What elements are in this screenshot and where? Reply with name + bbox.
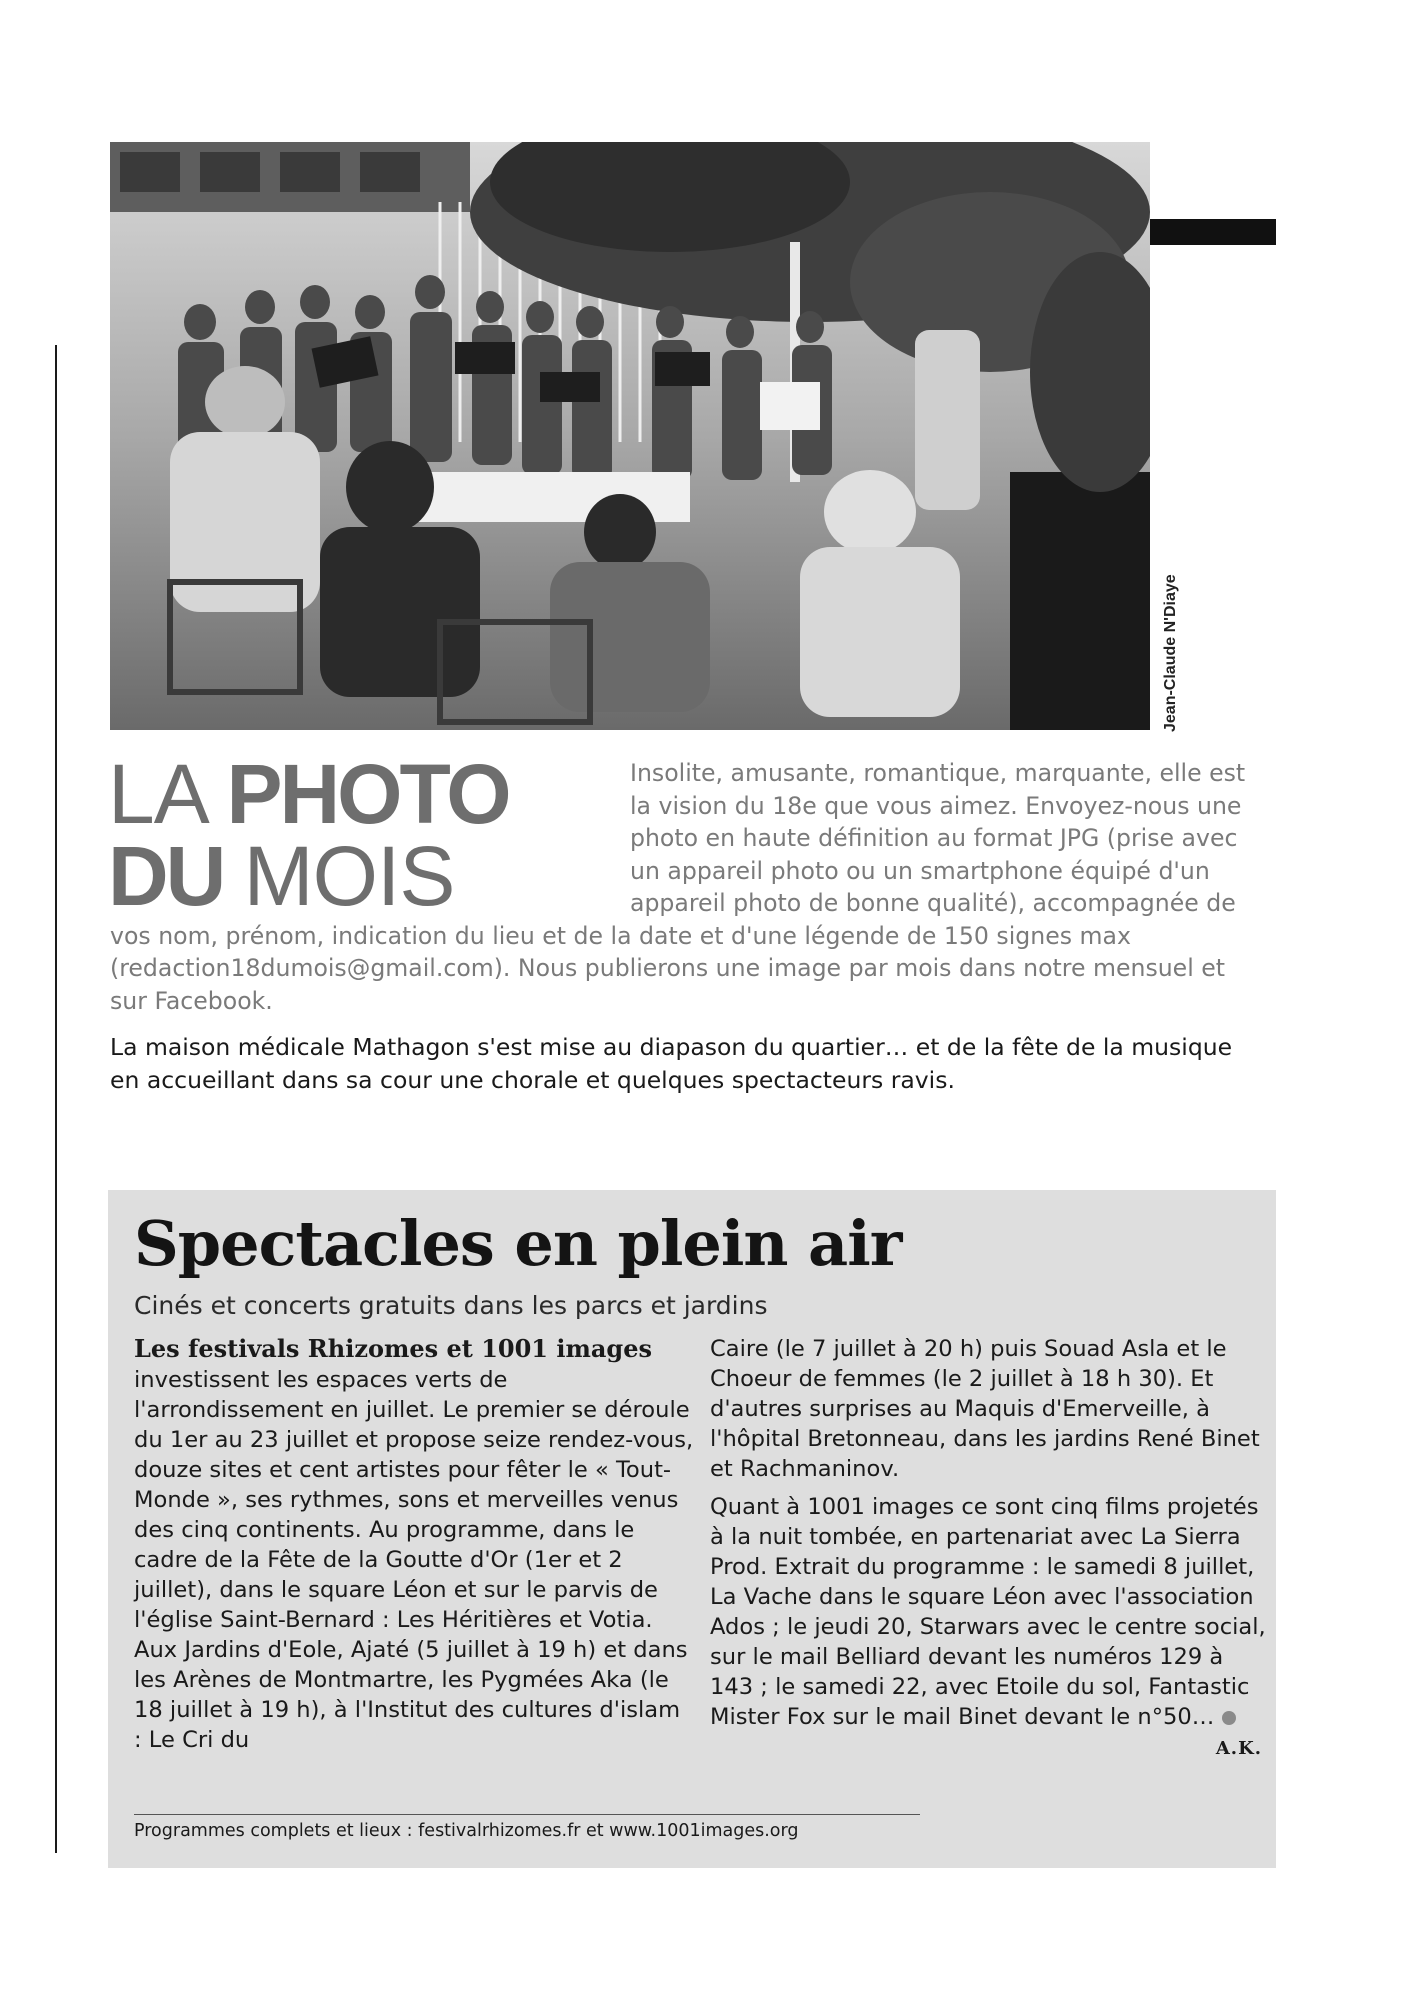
article-title: Spectacles en plein air — [134, 1207, 902, 1280]
article-body-3: Quant à 1001 images ce sont cinq films projetés à la nuit tombée, en partenariat avec La Sierra Prod. Extrait du programme : le samedi 8 juillet, La Vache dans le square Léon avec l'association Ados ; le jeudi 20, Starwars avec le centre social, sur le mail Belliard devant les numéros 129 à 143 ; le samedi 22, avec Etoile du sol, Fantastic Mister Fox sur le mail Binet devant le n°50… — [710, 1494, 1266, 1730]
photo-credit: Jean-Claude N'Diaye — [1162, 574, 1179, 732]
title-word-mois: MOIS — [243, 829, 455, 923]
article-paragraph — [134, 1334, 694, 1755]
article-column-2 — [710, 1334, 1270, 1764]
intro-text: Insolite, amusante, romantique, marquante, elle est la vision du 18e que vous aimez. Envoyez-nous une photo en haute définition au format JPG (prise avec un appareil photo ou un smartphone équipé d'un appareil photo de bonne qualité), accompagnée de vos nom, prénom, indication du lieu et de la date et d'une légende de 150 signes max (redaction18dumois@gmail.com). Nous publierons une image par mois dans notre mensuel et sur Facebook. — [110, 759, 1246, 1015]
left-margin-rule — [55, 345, 57, 1853]
title-spacer — [110, 757, 630, 917]
footer-divider — [134, 1814, 920, 1815]
article-column-1 — [134, 1334, 694, 1755]
choir-photo-icon — [110, 142, 1150, 730]
end-mark-icon — [1222, 1711, 1236, 1725]
author-initials: A.K. — [1215, 1738, 1262, 1759]
article-subtitle: Cinés et concerts gratuits dans les parcs et jardins — [134, 1291, 768, 1320]
photo-caption: La maison médicale Mathagon s'est mise au diapason du quartier… et de la fête de la musique en accueillant dans sa cour une chorale et quelques spectacteurs ravis. — [110, 1033, 1233, 1094]
article-footer: Programmes complets et lieux : festivalrhizomes.fr et www.1001images.org — [134, 1821, 799, 1841]
decorative-bar — [1150, 219, 1276, 245]
article-body-2: Caire (le 7 juillet à 20 h) puis Souad Asla et le Choeur de femmes (le 2 juillet à 18 h 30). Et d'autres surprises au Maquis d'Emerveille, à l'hôpital Bretonneau, dans les jardins René Binet et Rachmaninov. — [710, 1336, 1260, 1482]
article-lead: Les festivals Rhizomes et 1001 images — [134, 1334, 652, 1363]
title-word-du: DU — [108, 829, 244, 923]
article-box — [108, 1190, 1276, 1868]
article-paragraph-2 — [710, 1492, 1270, 1759]
photo-of-the-month — [110, 142, 1150, 730]
title-word-photo: PHOTO — [226, 747, 509, 841]
article-body-1: investissent les espaces verts de l'arrondissement en juillet. Le premier se déroule du 1er au 23 juillet et propose seize rendez-vous, douze sites et cent artistes pour fêter le « Tout-Monde », ses rythmes, sons et merveilles venus des cinq continents. Au programme, dans le cadre de la Fête de la Goutte d'Or (1er et 2 juillet), dans le square Léon et sur le parvis de l'église Saint-Bernard : Les Héritières et Votia. Aux Jardins d'Eole, Ajaté (5 juillet à 19 h) et dans les Arènes de Montmartre, les Pygmées Aka (le 18 juillet à 19 h), à l'Institut des cultures d'islam : Le Cri du — [134, 1367, 694, 1753]
title-word-la: LA — [108, 747, 227, 841]
feature-intro — [110, 757, 1260, 1017]
